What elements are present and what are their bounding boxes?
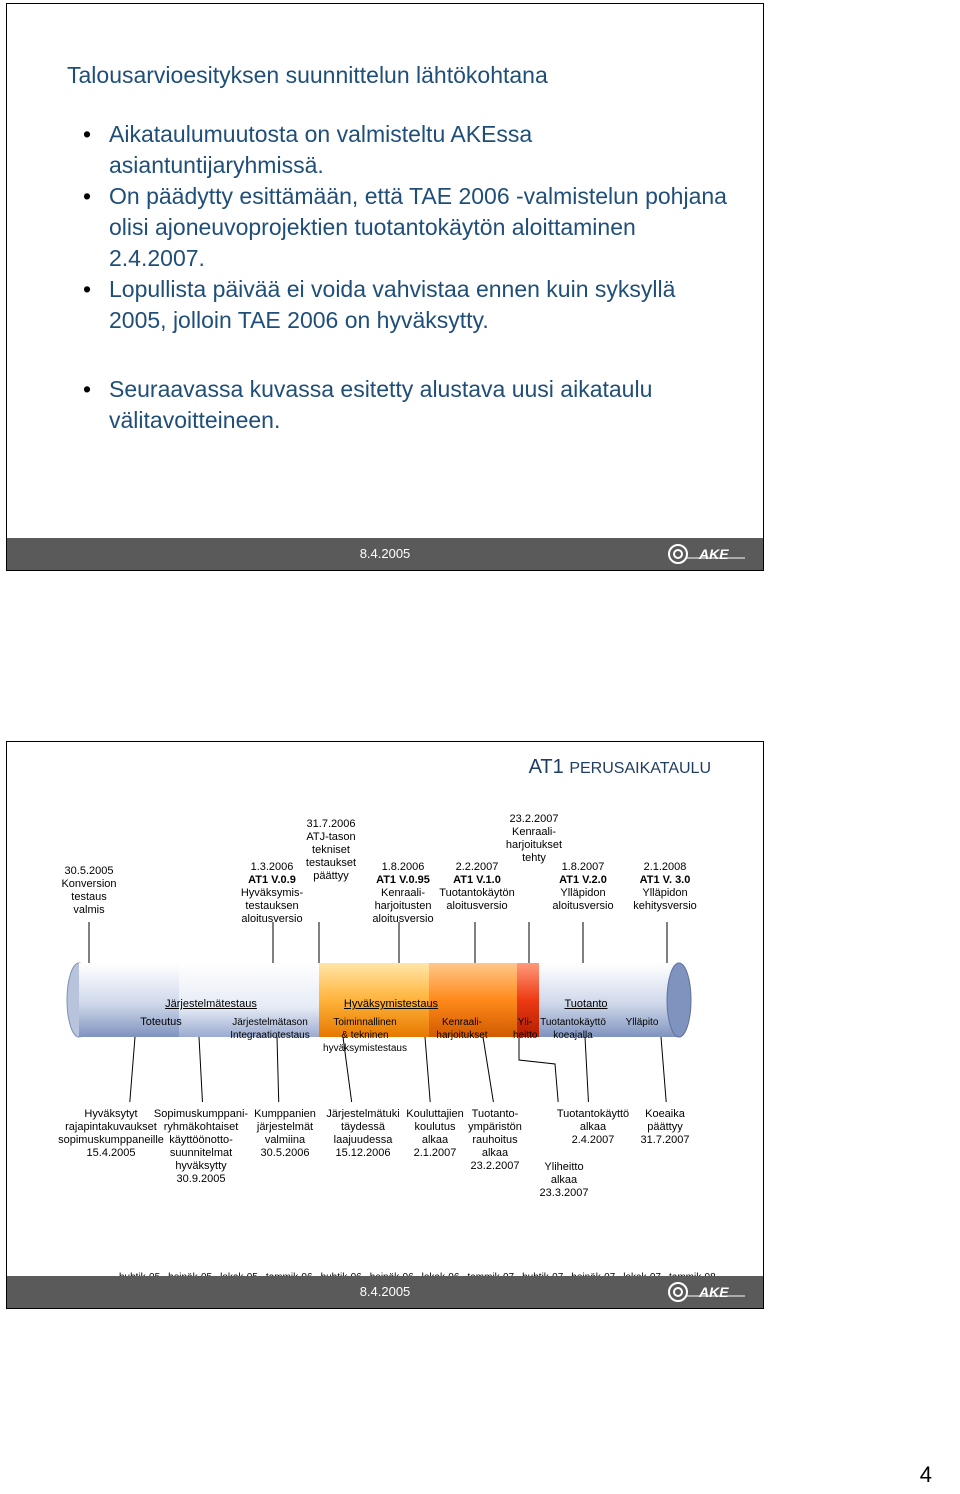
label-tuotantokaytto: Tuotantokäyttö koeajalla: [540, 1017, 606, 1041]
bullet-list: [83, 119, 733, 436]
milestone-kayttoonottosuunnitelmat: Sopimuskumppani- ryhmäkohtaiset käyttöönotto- suunnitelmat hyväksytty 30.9.2005: [153, 1108, 249, 1185]
event-v10: 2.2.2007 AT1 V.1.0 Tuotantokäytön aloitusversio: [439, 861, 515, 912]
label-kenraaliharjoitukset: Kenraali- harjoitukset: [436, 1017, 488, 1041]
milestone-koeaika-paattyy: Koeaika päättyy 31.7.2007: [640, 1108, 690, 1146]
milestone-tuotantokaytto-alkaa: Tuotantokäyttö alkaa 2.4.2007: [556, 1108, 630, 1146]
slide-2-title: AT1 PERUSAIKATAULU: [528, 756, 711, 778]
event-v20: 1.8.2007 AT1 V.2.0 Ylläpidon aloitusversio: [552, 861, 614, 912]
milestone-yliheitto-alkaa: Yliheitto alkaa 23.3.2007: [539, 1161, 589, 1199]
label-yliheitto: Yli- heitto: [513, 1017, 538, 1041]
ake-logo: [667, 543, 747, 565]
svg-text:AKE: AKE: [699, 1284, 729, 1300]
event-atj: 31.7.2006 ATJ-tason tekniset testaukset päättyy: [305, 818, 357, 882]
svg-text:AKE: AKE: [699, 546, 729, 562]
slide-footer: [7, 538, 763, 570]
milestone-kouluttajien-koulutus: Kouluttajien koulutus alkaa 2.1.2007: [406, 1108, 464, 1159]
footer-date: 8.4.2005: [359, 1284, 411, 1299]
slide-1-title: Talousarvioesityksen suunnittelun lähtökohtana: [67, 62, 548, 88]
milestone-kumppanien-jarjestelmat: Kumppanien järjestelmät valmiina 30.5.2006: [254, 1108, 316, 1159]
event-konversion: 30.5.2005 Konversion testaus valmis: [61, 865, 117, 916]
label-hyvaksymistestaus: Hyväksymistestaus: [343, 998, 439, 1010]
slide-2: [6, 741, 764, 1309]
event-v095: 1.8.2006 AT1 V.0.95 Kenraali- harjoitusten aloitusversio: [372, 861, 434, 925]
page-number: 4: [919, 1462, 932, 1487]
bullet-3: • Lopullista päivää ei voida vahvistaa ennen kuin syksyllä 2005, jolloin TAE 2006 on hyväksytty.: [83, 274, 733, 336]
event-kenraali: 23.2.2007 Kenraali- harjoitukset tehty: [505, 813, 563, 864]
timeline-graphic: [7, 922, 763, 1102]
slide-1: [6, 3, 764, 571]
label-tekninen-hyvaksymistestaus: Toiminnallinen & tekninen hyväksymistestaus: [323, 1017, 407, 1054]
footer-date: 8.4.2005: [359, 546, 411, 561]
slide-footer: [7, 1276, 763, 1308]
label-toteutus: Toteutus: [140, 1016, 182, 1028]
milestone-tuotantoympariston-rauhoitus: Tuotanto- ympäristön rauhoitus alkaa 23.2.2007: [468, 1108, 522, 1172]
label-jarjestelmatestaus: Järjestelmätestaus: [165, 998, 257, 1010]
event-v09: 1.3.2006 AT1 V.0.9 Hyväksymis- testauksen aloitusversio: [240, 861, 304, 925]
ake-logo: [667, 1281, 747, 1303]
milestone-rajapintakuvaukset: Hyväksytyt rajapintakuvaukset sopimuskumppaneille 15.4.2005: [58, 1108, 164, 1159]
bullet-4: • Seuraavassa kuvassa esitetty alustava uusi aikataulu välitavoitteineen.: [83, 374, 733, 436]
event-v30: 2.1.2008 AT1 V. 3.0 Ylläpidon kehitysversio: [633, 861, 697, 912]
label-tuotanto: Tuotanto: [564, 998, 608, 1010]
label-yllapito: Ylläpito: [625, 1017, 659, 1028]
bullet-2: • On päädytty esittämään, että TAE 2006 -valmistelun pohjana olisi ajoneuvoprojektien tuotantokäytön aloittaminen 2.4.2007.: [83, 181, 733, 274]
bullet-1: • Aikataulumuutosta on valmisteltu AKEssa asiantuntijaryhmissä.: [83, 119, 733, 181]
milestone-jarjestelmatuki: Järjestelmätuki täydessä laajuudessa 15.12.2006: [326, 1108, 400, 1159]
label-integraatiotestaus: Järjestelmätason Integraatiotestaus: [230, 1017, 310, 1041]
